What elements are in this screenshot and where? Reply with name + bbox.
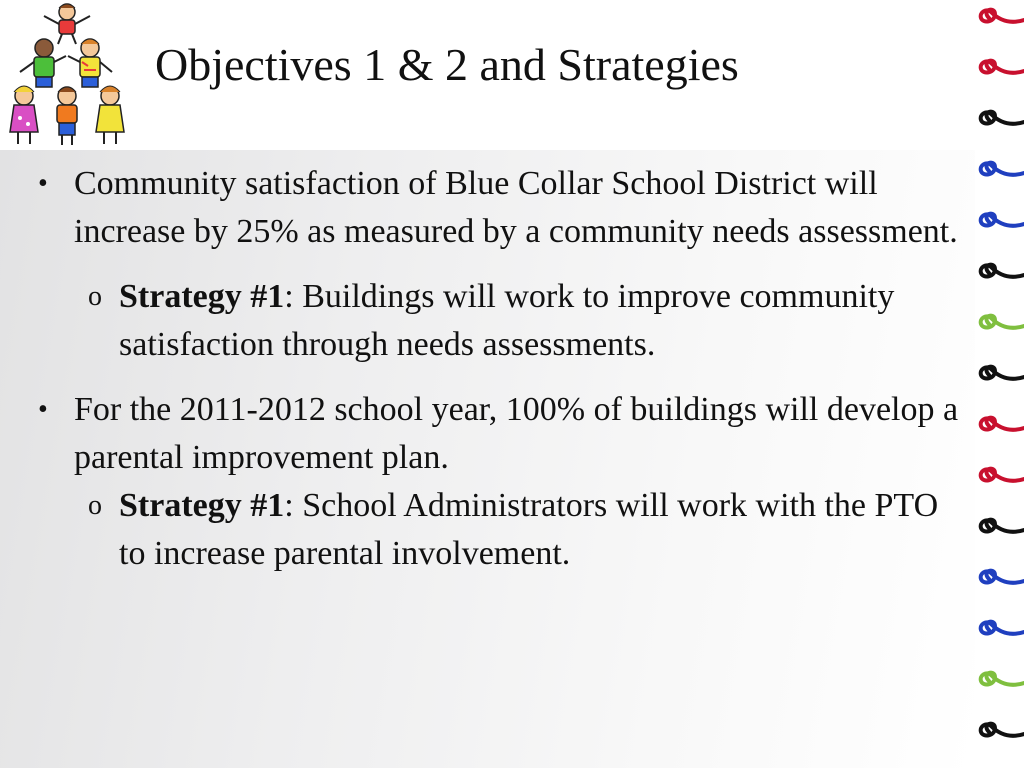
- strategy-label: Strategy #1: [119, 487, 285, 524]
- children-pyramid-clipart: [0, 0, 135, 150]
- swirl-ornament: [981, 418, 1024, 430]
- swirl-ornament: [981, 214, 1024, 226]
- swirl-ornament: [981, 367, 1024, 379]
- bullet-marker: •: [38, 394, 48, 425]
- bullet-item: [38, 386, 963, 482]
- swirl-ornament: [981, 112, 1024, 124]
- bullet-text: Community satisfaction of Blue Collar School District will increase by 25% as measured by a community needs assessment.: [74, 165, 958, 250]
- bullet-text: For the 2011-2012 school year, 100% of buildings will develop a parental improvement plan.: [74, 391, 959, 476]
- swirl-ornament: [981, 622, 1024, 634]
- swirl-ornament: [981, 61, 1024, 73]
- sub-bullet-marker: o: [88, 281, 102, 312]
- swirl-ornament: [981, 10, 1024, 22]
- sub-bullet-text: : Buildings will work to improve community satisfaction through needs assessments.: [119, 278, 895, 363]
- bullet-item: [38, 160, 963, 256]
- swirl-ornament: [981, 724, 1024, 736]
- swirl-ornament: [981, 571, 1024, 583]
- sub-bullet-item: [38, 273, 963, 369]
- swirl-ornament: [981, 316, 1024, 328]
- swirl-ornament: [981, 673, 1024, 685]
- curly-swirl-border: [975, 0, 1024, 768]
- swirl-ornament: [981, 163, 1024, 175]
- swirl-ornament: [981, 265, 1024, 277]
- swirl-ornament: [981, 520, 1024, 532]
- sub-bullet-item: [38, 482, 963, 578]
- bullet-list: [38, 160, 963, 578]
- slide-title: Objectives 1 & 2 and Strategies: [155, 39, 739, 90]
- bullet-marker: •: [38, 168, 48, 199]
- sub-bullet-marker: o: [88, 490, 102, 521]
- swirl-ornament: [981, 469, 1024, 481]
- sub-bullet-text: : School Administrators will work with the PTO to increase parental involvement.: [119, 487, 939, 572]
- strategy-label: Strategy #1: [119, 278, 285, 315]
